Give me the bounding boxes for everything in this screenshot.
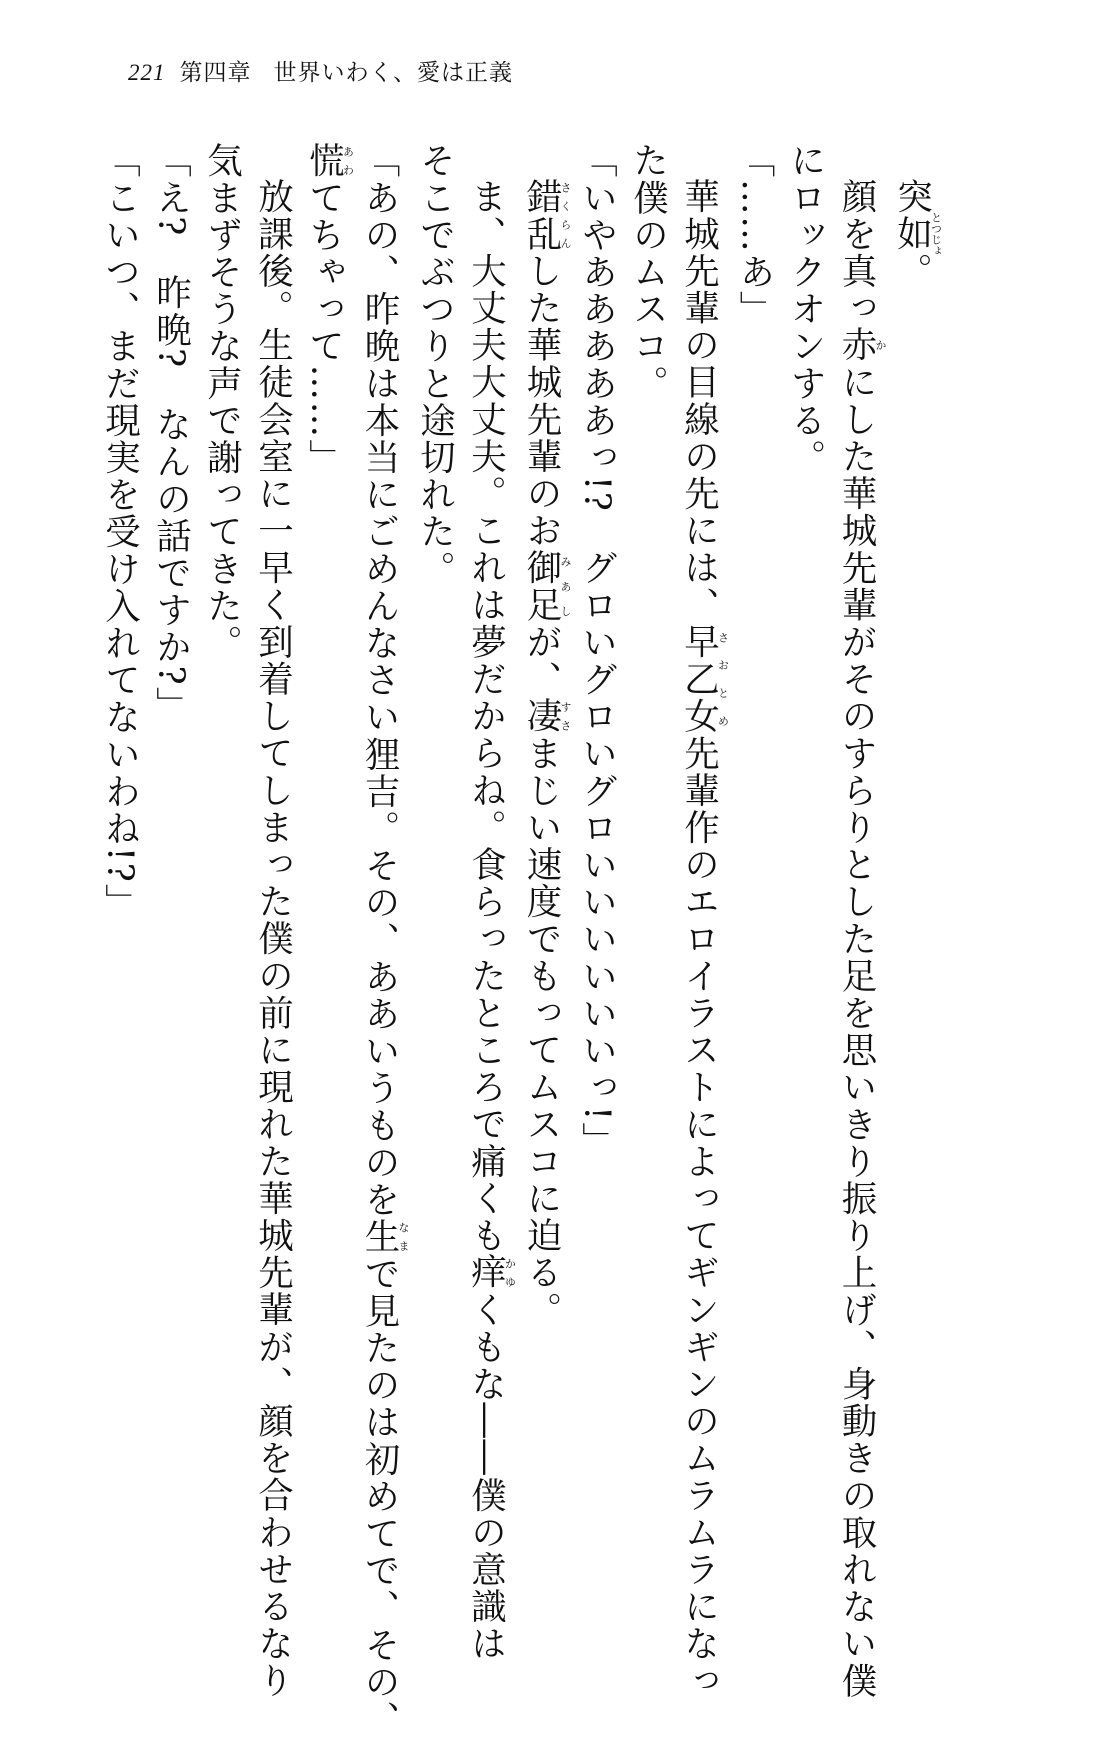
- chapter-label: 第四章: [179, 60, 252, 86]
- vertical-body-text: [99, 142, 943, 1737]
- dialogue-line: 「え? 昨晩? なんの話ですか?」: [150, 142, 192, 724]
- dialogue-line: 慌あわてちゃって……」: [303, 142, 355, 476]
- dialogue-line: 「いやあああああっ!? グロいグロいグロいいいいいいっ!」: [576, 142, 618, 1159]
- dialogue-line: 「……あ」: [734, 142, 775, 328]
- text-line: そこでぶつりと途切れた。: [414, 142, 456, 588]
- text-line: た僕のムスコ。: [627, 142, 669, 402]
- text-line: 気まずそうな声で謝ってきた。: [201, 142, 243, 662]
- text-line: 顔を真っ赤かにした華城先輩がそのすらりとした足を思いきり振り上げ、身動きの取れない僕: [836, 177, 887, 1699]
- dialogue-line: 「あの、昨晩は本当にごめんなさい狸吉。その、ああいうものを生なまで見たのは初めてで、その、: [359, 142, 410, 1737]
- text-line: 放課後。生徒会室に一早く到着してしまった僕の前に現れた華城先輩が、顔を合わせるなり: [252, 177, 294, 1699]
- text-line: にロックオンする。: [785, 142, 826, 476]
- text-line: 華城先輩の目線の先には、早乙女さおとめ先輩作のエロイラストによってギンギンのムラムラになっ: [678, 177, 730, 1699]
- text-line: ま、大丈夫大丈夫。これは夢だからね。食らったところで痛くも痒かゆくもな――僕の意識は: [465, 177, 517, 1662]
- page-number: 221: [128, 60, 166, 85]
- chapter-title: 世界いわく、愛は正義: [273, 60, 514, 86]
- text-line: 錯乱さくらんした華城先輩のお御足みあしが、凄すさまじい速度でもってムスコに迫る。: [521, 177, 572, 1328]
- dialogue-line: 「こいつ、まだ現実を受け入れてないわね!?」: [99, 142, 141, 921]
- running-header: [128, 58, 513, 88]
- text-line: 突如とつじょ。: [891, 177, 943, 289]
